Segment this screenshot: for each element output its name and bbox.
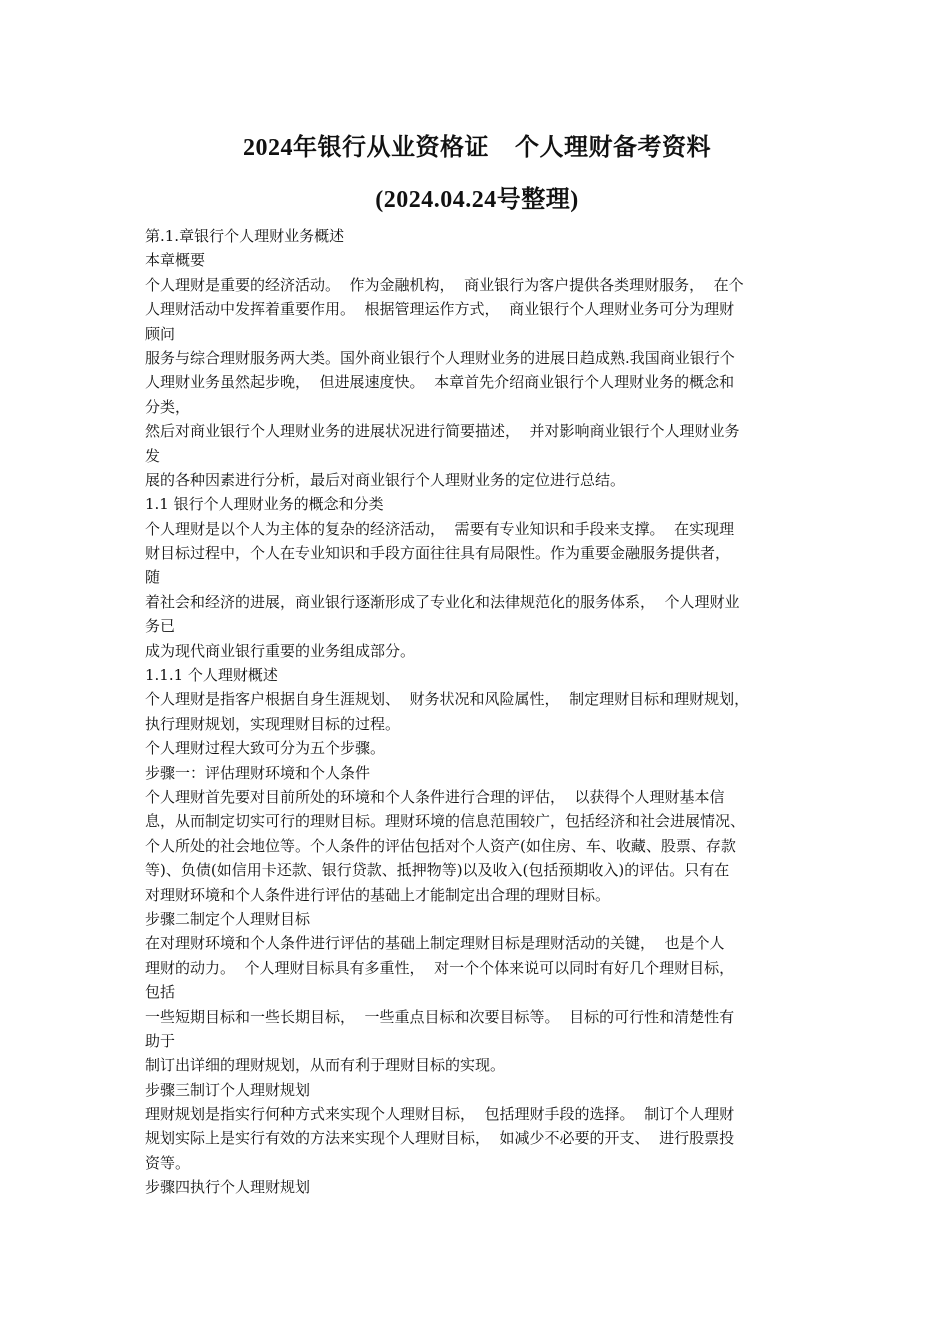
document-content (145, 132, 809, 1200)
text-line: 个人理财是以个人为主体的复杂的经济活动， 需要有专业知识和手段来支撑。 在实现理 (145, 519, 735, 538)
text-line: 包括 (145, 983, 176, 1002)
text-line: 个人理财是指客户根据自身生涯规划、 财务状况和风险属性， 制定理财目标和理财规划， (145, 690, 750, 709)
text-line: 理财规划是指实行何种方式来实现个人理财目标， 包括理财手段的选择。 制订个人理财 (145, 1105, 735, 1124)
text-line: 服务与综合理财服务两大类。国外商业银行个人理财业务的进展日趋成熟.我国商业银行个 (145, 348, 735, 367)
text-line: 展的各种因素进行分析，最后对商业银行个人理财业务的定位进行总结。 (145, 470, 626, 489)
text-line: 顾问 (145, 324, 176, 343)
text-line: 个人理财首先要对目前所处的环境和个人条件进行合理的评估， 以获得个人理财基本信 (145, 787, 725, 806)
text-line: 资等。 (145, 1153, 191, 1172)
text-line: 执行理财规划，实现理财目标的过程。 (145, 714, 401, 733)
text-line: 理财的动力。 个人理财目标具有多重性， 对一个个体来说可以同时有好几个理财目标， (145, 958, 735, 977)
text-line: 人理财活动中发挥着重要作用。 根据管理运作方式， 商业银行个人理财业务可分为理财 (145, 300, 735, 319)
text-line: 随 (145, 568, 161, 587)
document-subtitle: (2024.04.24号整理) (375, 187, 579, 213)
text-line: 个人理财是重要的经济活动。 作为金融机构， 商业银行为客户提供各类理财服务， 在个 (145, 275, 744, 294)
text-line: 对理财环境和个人条件进行评估的基础上才能制定出合理的理财目标。 (145, 885, 611, 904)
document-body (145, 224, 809, 1200)
text-line: 财目标过程中，个人在专业知识和手段方面往往具有局限性。作为重要金融服务提供者， (145, 544, 731, 563)
text-line: 步骤三制订个人理财规划 (145, 1080, 311, 1099)
text-line: 1.1.1 个人理财概述 (145, 666, 278, 685)
text-line: 规划实际上是实行有效的方法来实现个人理财目标， 如减少不必要的开支、 进行股票投 (145, 1129, 735, 1148)
text-line: 个人理财过程大致可分为五个步骤。 (145, 739, 386, 758)
text-line: 个人所处的社会地位等。个人条件的评估包括对个人资产(如住房、车、收藏、股票、存款 (145, 836, 736, 855)
text-line: 成为现代商业银行重要的业务组成部分。 (145, 641, 416, 660)
text-line: 息，从而制定切实可行的理财目标。理财环境的信息范围较广，包括经济和社会进展情况、 (145, 812, 746, 831)
text-line: 第.1.章银行个人理财业务概述 (145, 227, 345, 245)
text-line: 分类， (145, 397, 191, 416)
text-line: 步骤一：评估理财环境和个人条件 (145, 763, 371, 782)
text-line: 制订出详细的理财规划，从而有利于理财目标的实现。 (145, 1056, 506, 1075)
text-line: 发 (145, 446, 161, 465)
text-line: 一些短期目标和一些长期目标， 一些重点目标和次要目标等。 目标的可行性和清楚性有 (145, 1007, 735, 1026)
text-line: 人理财业务虽然起步晚， 但进展速度快。 本章首先介绍商业银行个人理财业务的概念和 (145, 373, 735, 392)
text-line: 在对理财环境和个人条件进行评估的基础上制定理财目标是理财活动的关键， 也是个人 (145, 934, 725, 953)
text-line: 等)、负债(如信用卡还款、银行贷款、抵押物等)以及收入(包括预期收入)的评估。只有在 (145, 861, 730, 880)
text-line: 步骤四执行个人理财规划 (145, 1178, 311, 1197)
text-line: 着社会和经济的进展，商业银行逐渐形成了专业化和法律规范化的服务体系， 个人理财业 (145, 592, 740, 611)
text-line: 1.1 银行个人理财业务的概念和分类 (145, 495, 384, 514)
text-line: 助于 (145, 1031, 176, 1050)
text-line: 本章概要 (145, 251, 206, 270)
text-line: 务已 (145, 617, 176, 636)
text-line: 然后对商业银行个人理财业务的进展状况进行简要描述， 并对影响商业银行个人理财业务 (145, 422, 740, 441)
text-line: 步骤二制定个人理财目标 (145, 909, 311, 928)
document-title: 2024年银行从业资格证 个人理财备考资料 (243, 135, 711, 161)
